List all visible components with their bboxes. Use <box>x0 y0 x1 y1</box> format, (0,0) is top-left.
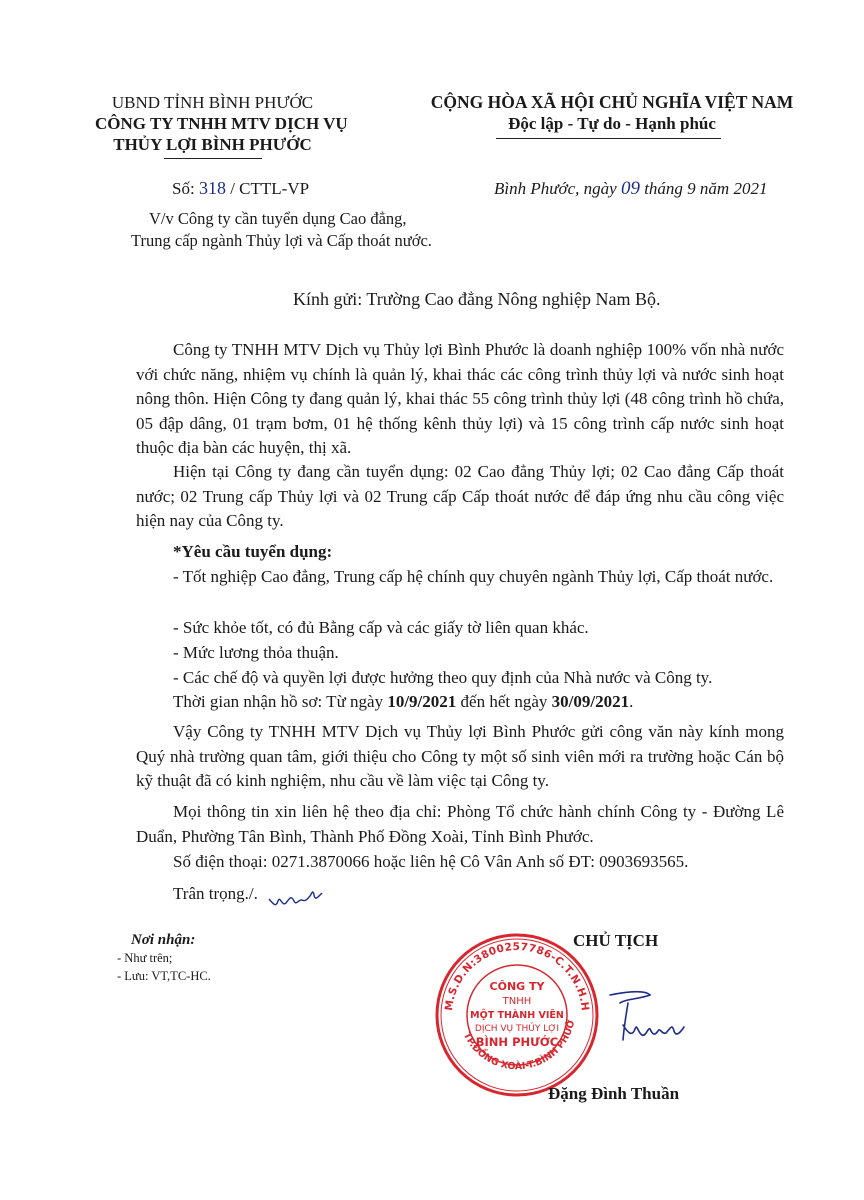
header-left-underline <box>164 158 262 159</box>
signature-scribble <box>590 985 700 1055</box>
closing-line: Trân trọng./. <box>173 884 258 903</box>
seal-ring-bottom: TP.ĐỒNG XOÀI-T.BÌNH PHƯỚ <box>460 1019 578 1073</box>
date-month-label: tháng <box>644 179 683 198</box>
period-prefix: Thời gian nhận hồ sơ: Từ ngày <box>173 692 384 711</box>
authority-name: UBND TỈNH BÌNH PHƯỚC <box>111 93 314 112</box>
period-end: 30/09/2021 <box>551 692 630 711</box>
initials-scribble <box>266 885 326 911</box>
seal-line1: CÔNG TY <box>489 980 545 993</box>
recipients-item-1: - Như trên; <box>117 951 173 965</box>
company-name-line1: CÔNG TY TNHH MTV DỊCH VỤ <box>95 114 348 133</box>
seal-line5: BÌNH PHƯỚC <box>475 1035 559 1049</box>
doc-number <box>172 178 309 199</box>
application-period: Thời gian nhận hồ sơ: Từ ngày 10/9/2021 đến hết ngày 30/09/2021. <box>173 692 634 711</box>
recipients-item-2: - Lưu: VT,TC-HC. <box>117 969 211 983</box>
requirement-2: - Sức khỏe tốt, có đủ Bằng cấp và các giấy tờ liên quan khác. <box>173 618 589 637</box>
date-month: 9 <box>687 179 696 198</box>
seal-ring-text: M.S.D.N:3800257786-C.T.N.H.H <box>442 940 591 1012</box>
subject-line2: Trung cấp ngành Thủy lợi và Cấp thoát nước. <box>131 231 432 250</box>
date-day: 09 <box>620 178 640 199</box>
contact-phone: Số điện thoại: 0271.3870066 hoặc liên hệ Cô Vân Anh số ĐT: 0903693565. <box>173 852 689 871</box>
doc-number-prefix: Số: <box>172 179 195 198</box>
nation-motto: Độc lập - Tự do - Hạnh phúc <box>508 114 716 133</box>
seal-line2: TNHH <box>502 996 532 1007</box>
company-name-line2: THỦY LỢI BÌNH PHƯỚC <box>113 135 312 154</box>
recipient-line: Kính gửi: Trường Cao đẳng Nông nghiệp Nam Bộ. <box>293 289 661 309</box>
doc-number-value: 318 <box>198 178 226 198</box>
seal-line4: DỊCH VỤ THỦY LỢI <box>474 1024 560 1034</box>
header-right-underline <box>496 138 721 139</box>
date-year-label: năm <box>699 179 730 198</box>
requirement-4: - Các chế độ và quyền lợi được hưởng theo quy định của Nhà nước và Công ty. <box>173 668 713 687</box>
recipients-title: Nơi nhận: <box>131 932 196 948</box>
period-mid: đến hết ngày <box>460 692 548 711</box>
requirement-3: - Mức lương thỏa thuận. <box>173 643 339 662</box>
date-place: Bình Phước, ngày <box>494 179 617 198</box>
body-paragraph-4: Mọi thông tin xin liên hệ theo địa chỉ: Phòng Tổ chức hành chính Công ty - Đường Lê Duẩn, Phường Tân Bình, Thành Phố Đồng Xoài, Tỉnh Bình Phước. <box>136 802 784 846</box>
date-year: 2021 <box>733 179 768 198</box>
date-line <box>494 178 767 200</box>
body-paragraph-2: Hiện tại Công ty đang cần tuyển dụng: 02 Cao đẳng Thủy lợi; 02 Cao đẳng Cấp thoát nước; 02 Trung cấp Thủy lợi và 02 Trung cấp Cấp thoát nước để đáp ứng nhu cầu công việc hiện nay của Công ty. <box>136 462 784 530</box>
signatory-name: Đặng Đình Thuần <box>548 1084 680 1103</box>
doc-number-suffix: / CTTL-VP <box>230 179 310 198</box>
requirements-heading: *Yêu cầu tuyển dụng: <box>173 542 333 561</box>
period-start: 10/9/2021 <box>387 692 457 711</box>
requirement-1: - Tốt nghiệp Cao đẳng, Trung cấp hệ chính quy chuyên ngành Thủy lợi, Cấp thoát nước. <box>173 567 774 586</box>
company-seal <box>432 930 602 1100</box>
body-paragraph-3: Vậy Công ty TNHH MTV Dịch vụ Thủy lợi Bình Phước gửi công văn này kính mong Quý nhà trường quan tâm, giới thiệu cho Công ty một số sinh viên mới ra trường hoặc Cán bộ kỹ thuật đã có kinh nghiệm, nhu cầu về làm việc tại Công ty. <box>136 722 784 790</box>
signatory-position: CHỦ TỊCH <box>573 931 659 950</box>
subject-line1: V/v Công ty cần tuyển dụng Cao đẳng, <box>149 209 407 228</box>
company-seal-graphic <box>432 930 602 1100</box>
nation-title: CỘNG HÒA XÃ HỘI CHỦ NGHĨA VIỆT NAM <box>430 92 794 112</box>
seal-line3: MỘT THÀNH VIÊN <box>470 1010 564 1021</box>
body-paragraph-1: Công ty TNHH MTV Dịch vụ Thủy lợi Bình Phước là doanh nghiệp 100% vốn nhà nước với chức năng, nhiệm vụ chính là quản lý, khai thác các công trình thủy lợi và nước sinh hoạt nông thôn. Hiện Công ty đang quản lý, khai thác 55 công trình thủy lợi (48 công trình hồ chứa, 05 đập dâng, 01 trạm bơm, 01 hệ thống kênh thủy lợi) và 15 công trình cấp nước sinh hoạt thuộc địa bàn các huyện, thị xã. <box>136 340 784 457</box>
